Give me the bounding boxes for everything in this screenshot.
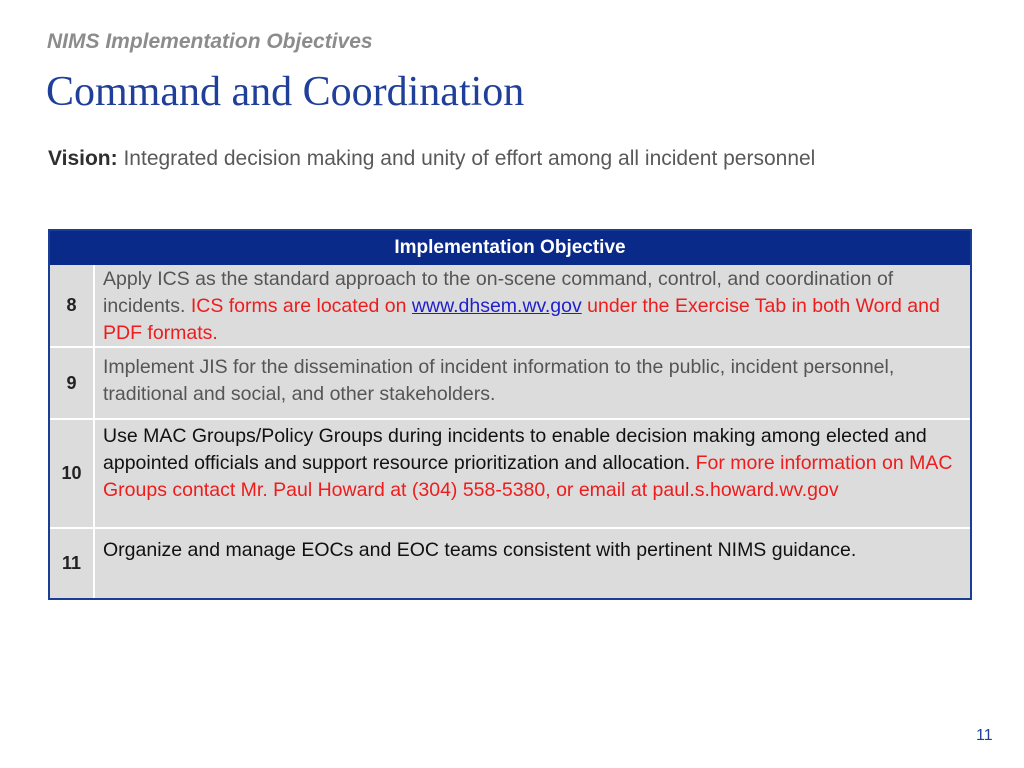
objective-note: ICS forms are located on — [190, 295, 407, 317]
objective-number: 10 — [50, 420, 95, 527]
page-number: 11 — [976, 727, 993, 744]
objective-text: Apply ICS as the standard approach to the on-scene command, control, and coordination of incidents. — [103, 268, 894, 317]
objective-description — [95, 420, 970, 527]
objective-number: 8 — [50, 265, 95, 346]
vision-text: Integrated decision making and unity of effort among all incident personnel — [123, 147, 816, 170]
objective-description — [95, 529, 970, 598]
objective-text: Organize and manage EOCs and EOC teams consistent with pertinent NIMS guidance. — [103, 539, 857, 561]
section-kicker: NIMS Implementation Objectives — [47, 30, 373, 53]
table-row — [50, 418, 970, 527]
vision-statement — [48, 144, 948, 173]
objective-number: 11 — [50, 529, 95, 598]
objective-text: Implement JIS for the dissemination of incident information to the public, incident personnel, traditional and social, and other stakeholders. — [103, 356, 895, 405]
objective-text: Use MAC Groups/Policy Groups during incidents to enable decision making among elected and appointed officials and support resource prioritization and allocation. — [103, 425, 927, 474]
table-row — [50, 346, 970, 418]
objective-description — [95, 348, 970, 418]
page-title: Command and Coordination — [46, 69, 525, 115]
objectives-table — [48, 229, 972, 600]
table-row — [50, 527, 970, 598]
dhsem-website-link[interactable]: www.dhsem.wv.gov — [411, 295, 582, 317]
objective-note-continued: under the Exercise Tab in both Word and PDF formats. — [103, 295, 940, 344]
vision-label: Vision: — [48, 147, 118, 170]
table-header: Implementation Objective — [50, 231, 970, 265]
objective-number: 9 — [50, 348, 95, 418]
objective-description — [95, 265, 970, 346]
objective-note: For more information on MAC Groups contact Mr. Paul Howard at (304) 558-5380, or email at paul.s.howard.wv.gov — [103, 452, 953, 501]
table-row — [50, 265, 970, 346]
